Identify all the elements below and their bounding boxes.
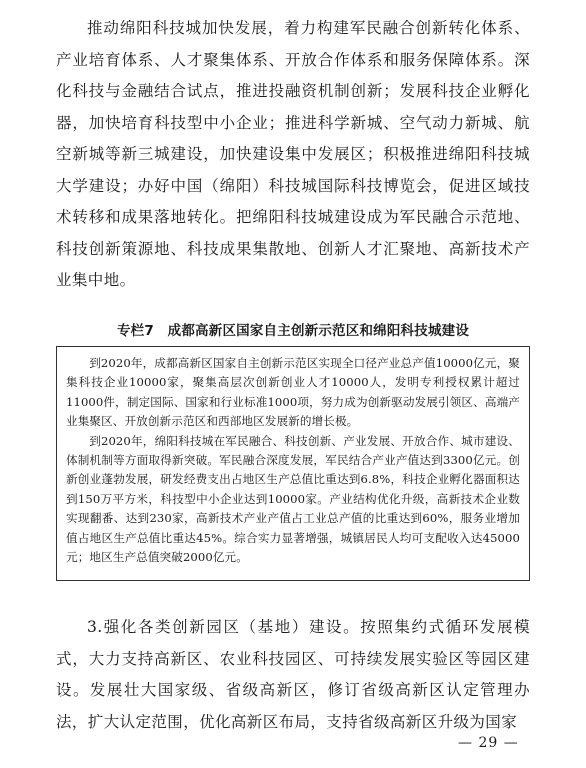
box-paragraph-1: 到2020年，成都高新区国家自主创新示范区实现全口径产业总产值10000亿元，聚集科技企业10000家，聚集高层次创新创业人才10000人，发明专利授权累计超过11000件，制定国际、国家和行业标准1000项，努力成为创新驱动发展引领区、高端产业集聚区、开放创新示范区和西部地区发展新的增长极。 (66, 356, 520, 429)
sidebar-box (56, 346, 530, 581)
body-paragraph-bottom: 3.强化各类创新园区（基地）建设。按照集约式循环发展模式，大力支持高新区、农业科技园区、可持续发展实验区等园区建设。发展壮大国家级、省级高新区，修订省级高新区认定管理办法，扩大认定范围，优化高新区布局，支持省级高新区升级为国家 (56, 618, 530, 731)
body-paragraph-top: 推动绵阳科技城加快发展，着力构建军民融合创新转化体系、产业培育体系、人才聚集体系、开放合作体系和服务保障体系。深化科技与金融结合试点，推进投融资机制创新；发展科技企业孵化器，加快培育科技型中小企业；推进科学新城、空气动力新城、航空新城等新三城建设，加快建设集中发展区；积极推进绵阳科技城大学建设；办好中国（绵阳）科技城国际科技博览会，促进区域技术转移和成果落地转化。把绵阳科技城建设成为军民融合示范地、科技创新策源地、科技成果集散地、创新人才汇聚地、高新技术产业集中地。 (56, 19, 530, 289)
box-paragraph-2: 到2020年，绵阳科技城在军民融合、科技创新、产业发展、开放合作、城市建设、体制机制等方面取得新突破。军民融合深度发展，军民结合产业产值达到3300亿元。创新创业蓬勃发展，研发经费支出占地区生产总值比重达到6.8%，科技企业孵化器面积达到150万平方米，科技型中小企业达到10000家。产业结构优化升级，高新技术企业数实现翻番、达到230家，高新技术产业产值占工业总产值的比重达到60%，服务业增加值占地区生产总值比重达45%。综合实力显著增强，城镇居民人均可支配收入达45000元；地区生产总值突破2000亿元。 (66, 433, 520, 565)
page-number: — 29 — (458, 735, 519, 751)
box-title: 专栏7 成都高新区国家自主创新示范区和绵阳科技城建设 (116, 323, 470, 339)
